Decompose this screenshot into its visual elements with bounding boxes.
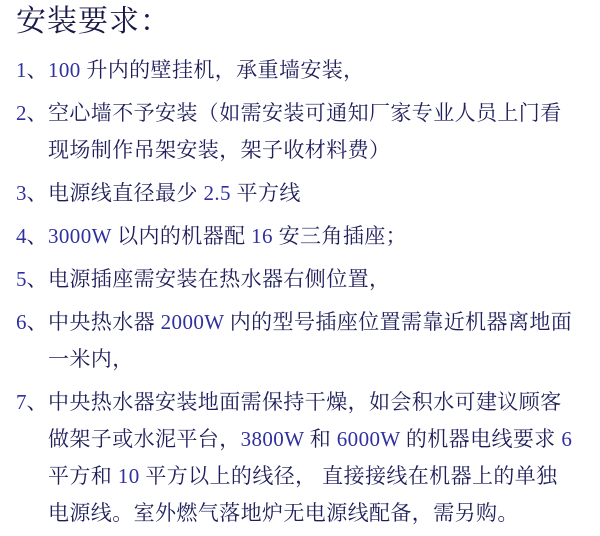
latin-text: 3800W xyxy=(240,427,305,451)
item-line: 3000W 以内的机器配 16 安三角插座； xyxy=(48,224,408,248)
latin-text: 4 xyxy=(16,224,27,248)
latin-text: 16 xyxy=(251,224,273,248)
latin-text: 1 xyxy=(16,58,27,82)
item-line: 电源线。室外燃气落地炉无电源线配备，需另购。 xyxy=(48,501,519,525)
item-line: 电源线直径最少 2.5 平方线 xyxy=(48,181,301,205)
list-item xyxy=(16,304,582,378)
latin-text: 6 xyxy=(561,427,573,451)
item-number: 2、 xyxy=(16,101,48,125)
page-title: 安装要求： xyxy=(16,5,171,38)
item-line: 中央热水器 2000W 内的型号插座位置需靠近机器离地面 xyxy=(48,310,573,334)
item-line: 空心墙不予安装（如需安装可通知厂家专业人员上门看 xyxy=(48,101,562,125)
item-line: 一米内， xyxy=(48,347,134,371)
item-lines xyxy=(48,218,582,255)
list-item xyxy=(16,52,582,89)
item-number: 5、 xyxy=(16,267,48,291)
item-line: 现场制作吊架安装，架子收材料费） xyxy=(48,138,391,162)
item-number: 4、 xyxy=(16,224,48,248)
latin-text: 10 xyxy=(117,464,140,488)
latin-text: 2 xyxy=(16,101,27,125)
latin-text: 6000W xyxy=(336,427,401,451)
item-line: 100 升内的壁挂机，承重墙安装， xyxy=(48,58,365,82)
latin-text: 5 xyxy=(16,267,27,291)
item-line: 电源插座需安装在热水器右侧位置， xyxy=(48,267,391,291)
list-item xyxy=(16,175,582,212)
latin-text: 100 xyxy=(48,58,81,82)
item-line: 平方和 10 平方以上的线径， 直接接线在机器上的单独 xyxy=(48,464,558,488)
list-item xyxy=(16,95,582,169)
latin-text: 2.5 xyxy=(203,181,231,205)
latin-text: 6 xyxy=(16,310,27,334)
item-lines xyxy=(48,384,582,532)
item-lines xyxy=(48,95,582,169)
item-number: 6、 xyxy=(16,310,48,334)
item-line: 中央热水器安装地面需保持干燥，如会积水可建议顾客 xyxy=(48,390,562,414)
item-number: 7、 xyxy=(16,390,48,414)
list-item xyxy=(16,384,582,532)
latin-text: 3000W xyxy=(48,224,112,248)
latin-text: 7 xyxy=(16,390,27,414)
item-line: 做架子或水泥平台，3800W 和 6000W 的机器电线要求 6 xyxy=(48,427,573,451)
item-lines xyxy=(48,175,582,212)
list-item xyxy=(16,261,582,298)
item-lines xyxy=(48,52,582,89)
latin-text: 2000W xyxy=(160,310,225,334)
item-number: 3、 xyxy=(16,181,48,205)
item-lines xyxy=(48,261,582,298)
item-number: 1、 xyxy=(16,58,48,82)
list-item xyxy=(16,218,582,255)
requirements-list xyxy=(16,52,582,532)
item-lines xyxy=(48,304,582,378)
latin-text: 3 xyxy=(16,181,27,205)
